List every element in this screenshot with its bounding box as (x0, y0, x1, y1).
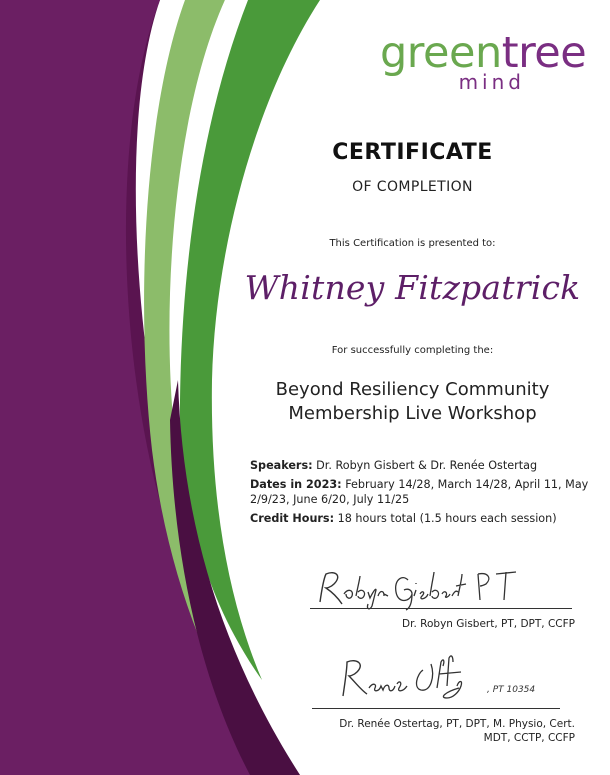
dates-value: February 14/28, March 14/28, April 11, May 2/9/23, June 6/20, July 11/25 (250, 478, 589, 506)
logo-subword: mind (458, 70, 525, 94)
signer-2-name (290, 717, 575, 745)
recipient-name: Whitney Fitzpatrick (244, 268, 581, 307)
signer-1-name: Dr. Robyn Gisbert, PT, DPT, CCFP (402, 618, 575, 630)
signature-renee-ostertag (335, 652, 555, 704)
credit-hours-value: 18 hours total (1.5 hours each session) (334, 512, 557, 525)
workshop-details (250, 458, 590, 530)
certificate-subtitle: OF COMPLETION (352, 179, 473, 195)
workshop-title (230, 378, 595, 426)
completing-text: For successfully completing the: (331, 345, 494, 356)
credit-hours-row (250, 511, 590, 526)
logo-word-green: green (380, 28, 502, 78)
logo-wordmark (380, 28, 587, 78)
presented-to-text: This Certification is presented to: (329, 238, 496, 249)
signature-line-2 (312, 708, 560, 709)
signature-line-1 (310, 608, 572, 609)
workshop-title-line-1: Beyond Resiliency Community (275, 379, 550, 400)
greentree-mind-logo (380, 28, 587, 94)
signature-robyn-gisbert (312, 566, 572, 612)
workshop-title-line-2: Membership Live Workshop (288, 403, 537, 424)
dates-row (250, 477, 590, 507)
license-scribble: , PT 10354 (487, 685, 536, 695)
signer-2-name-line-1: Dr. Renée Ostertag, PT, DPT, M. Physio, Cert. (339, 718, 575, 730)
credit-hours-label: Credit Hours: (250, 512, 335, 525)
speakers-row (250, 458, 590, 473)
speakers-value: Dr. Robyn Gisbert & Dr. Renée Ostertag (312, 459, 538, 472)
signer-2-name-line-2: MDT, CCTP, CCFP (483, 732, 575, 744)
speakers-label: Speakers: (250, 459, 313, 472)
certificate-title: CERTIFICATE (332, 140, 493, 165)
dates-label: Dates in 2023: (250, 478, 342, 491)
logo-word-purple: tree (501, 28, 587, 78)
